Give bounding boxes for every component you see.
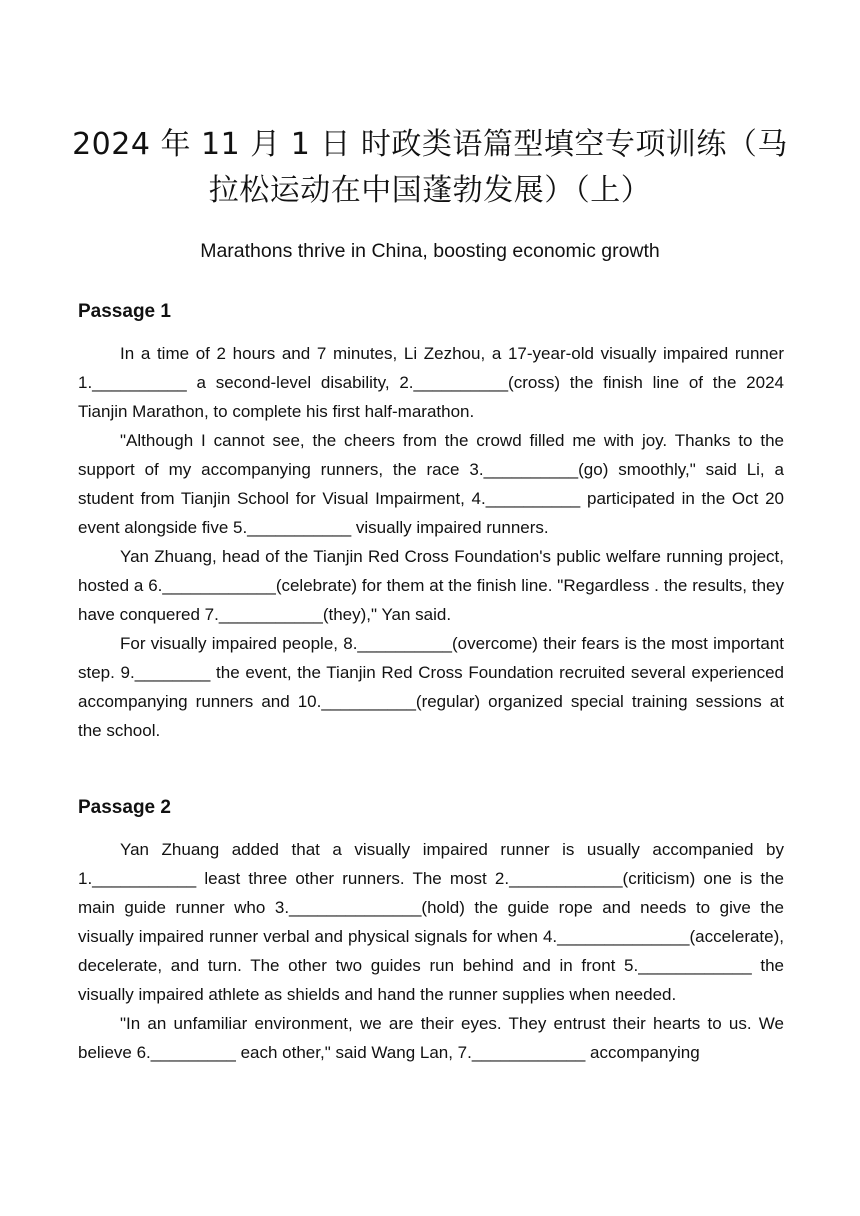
title-line-2: 拉松运动在中国蓬勃发展）（上） xyxy=(208,173,652,208)
passage-1-body xyxy=(78,339,784,745)
passage-1-paragraph: For visually impaired people, 8.__________(overcome) their fears is the most important step. 9.________ the event, the Tianjin Red Cross Foundation recruited several experienced accompanying runners and 10.__________(regular) organized special training sessions at the school. xyxy=(78,634,784,740)
passage-2-heading: Passage 2 xyxy=(78,797,171,818)
passage-1-paragraph: In a time of 2 hours and 7 minutes, Li Zezhou, a 17-year-old visually impaired runner 1.__________ a second-level disability, 2.__________(cross) the finish line of the 2024 Tianjin Marathon, to complete his first half-marathon. xyxy=(78,344,784,421)
passage-1-paragraph: Yan Zhuang, head of the Tianjin Red Cross Foundation's public welfare running project, hosted a 6.____________(celebrate) for them at the finish line. "Regardless . the results, they have conquered 7.___________(they)," Yan said. xyxy=(78,547,784,624)
passage-2-body xyxy=(78,835,784,1067)
passage-2-paragraph: "In an unfamiliar environment, we are their eyes. They entrust their hearts to us. We believe 6._________ each other," said Wang Lan, 7.____________ accompanying xyxy=(78,1014,784,1062)
title-line-1: 2024 年 11 月 1 日 时政类语篇型填空专项训练（马 xyxy=(72,127,788,162)
page-title xyxy=(60,122,800,214)
passage-2-paragraph: Yan Zhuang added that a visually impaired runner is usually accompanied by 1.___________ least three other runners. The most 2.____________(criticism) one is the main guide runner who 3.______________(hold) the guide rope and needs to give the visually impaired runner verbal and physical signals for when 4.______________(accelerate), decelerate, and turn. The other two guides run behind and in front 5.____________ the visually impaired athlete as shields and hand the runner supplies when needed. xyxy=(78,840,784,1004)
passage-1-paragraph: "Although I cannot see, the cheers from the crowd filled me with joy. Thanks to the support of my accompanying runners, the race 3.__________(go) smoothly," said Li, a student from Tianjin School for Visual Impairment, 4.__________ participated in the Oct 20 event alongside five 5.___________ visually impaired runners. xyxy=(78,431,784,537)
article-subtitle: Marathons thrive in China, boosting economic growth xyxy=(200,240,660,262)
passage-1-heading: Passage 1 xyxy=(78,301,171,322)
